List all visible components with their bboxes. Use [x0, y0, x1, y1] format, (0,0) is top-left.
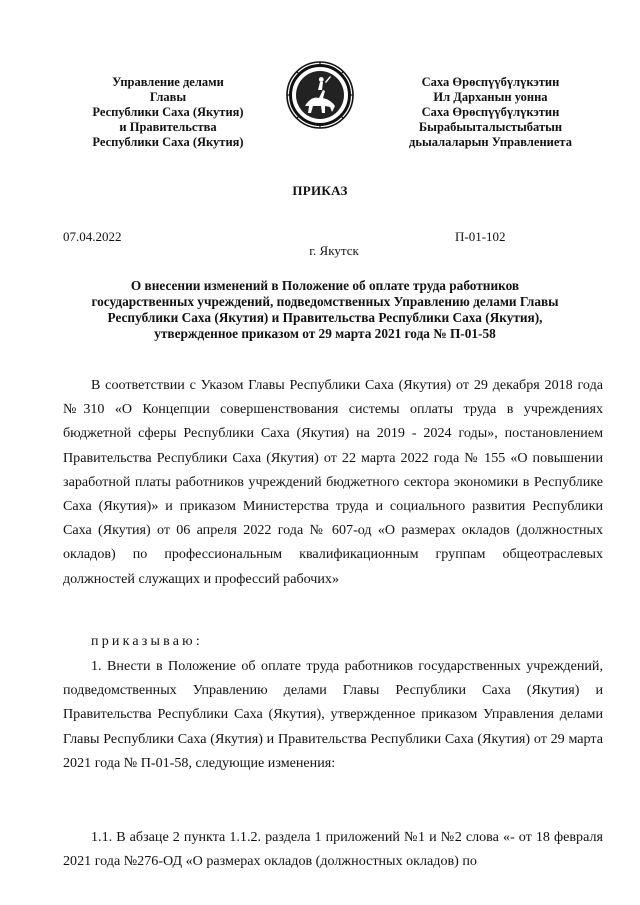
document-city — [0, 243, 640, 259]
issuer-line: и Правительства — [119, 120, 217, 134]
title-line: О внесении изменений в Положение об оплате труда работников — [130, 278, 520, 293]
title-line: утвержденное приказом от 29 марта 2021 года № П-01-58 — [154, 326, 496, 341]
yakutia-coat-of-arms-icon — [285, 60, 355, 130]
orders-word: приказываю: — [91, 634, 203, 649]
document-date: 07.04.2022 — [63, 229, 122, 244]
issuer-line: Управление делами — [112, 75, 224, 89]
issuer-line: Саха Өрөспүүбүлүкэтин — [421, 105, 560, 119]
issuer-line: Главы — [149, 90, 187, 104]
issuer-name-russian — [78, 75, 258, 150]
issuer-line: Саха Өрөспүүбүлүкэтин — [421, 75, 560, 89]
order-item-1-1: 1.1. В абзаце 2 пункта 1.1.2. раздела 1 приложений №1 и №2 слова «- от 18 февраля 2021 года №276-ОД «О размерах окладов (должностных окладов) по — [63, 829, 603, 870]
issuer-line: Бырабыыталыстыбатын — [418, 120, 563, 134]
preamble-paragraph: В соответствии с Указом Главы Республики Саха (Якутия) от 29 декабря 2018 года №310 «О Концепции совершенствования системы оплаты труда в учреждениях бюджетной сферы Республики Саха (Якутия) на 2019 - 2024 годы», постановлением Правительства Республики Саха (Якутия) от 22 марта 2022 года № 155 «О повышении заработной платы работников учреждений бюджетного сектора экономики в Республике Саха (Якутия)» и приказом Министерства труда и социального развития Республики Саха (Якутия) от 06 апреля 2022 года № 607-од «О размерах окладов (должностных окладов) по профессиональным квалификационным группам общеотраслевых должностей служащих и профессий рабочих» — [63, 377, 603, 587]
title-line: государственных учреждений, подведомственных Управлению делами Главы — [91, 294, 559, 309]
issuer-line: Ил Дарханын уонна — [433, 90, 548, 104]
order-item-1: 1. Внести в Положение об оплате труда работников государственных учреждений, подведомственных Управлению делами Главы Республики Саха (Якутия) и Правительства Республики Саха (Якутия), утвержденное приказом Управления делами Главы Республики Саха (Якутия) и Правительства Республики Саха (Якутия) от 29 марта 2021 года № П-01-58, следующие изменения: — [63, 658, 603, 771]
document-number: П-01-102 — [455, 229, 506, 244]
issuer-line: Республики Саха (Якутия) — [92, 105, 244, 119]
issuer-line: дьыалаларын Управлениета — [409, 135, 572, 149]
city-text: г. Якутск — [309, 243, 359, 258]
document-type-heading: ПРИКАЗ — [292, 183, 348, 198]
document-title — [60, 278, 590, 342]
issuer-line: Республики Саха (Якутия) — [92, 135, 244, 149]
title-line: Республики Саха (Якутия) и Правительства Республики Саха (Якутия), — [107, 310, 543, 325]
issuer-name-yakut — [388, 75, 593, 150]
